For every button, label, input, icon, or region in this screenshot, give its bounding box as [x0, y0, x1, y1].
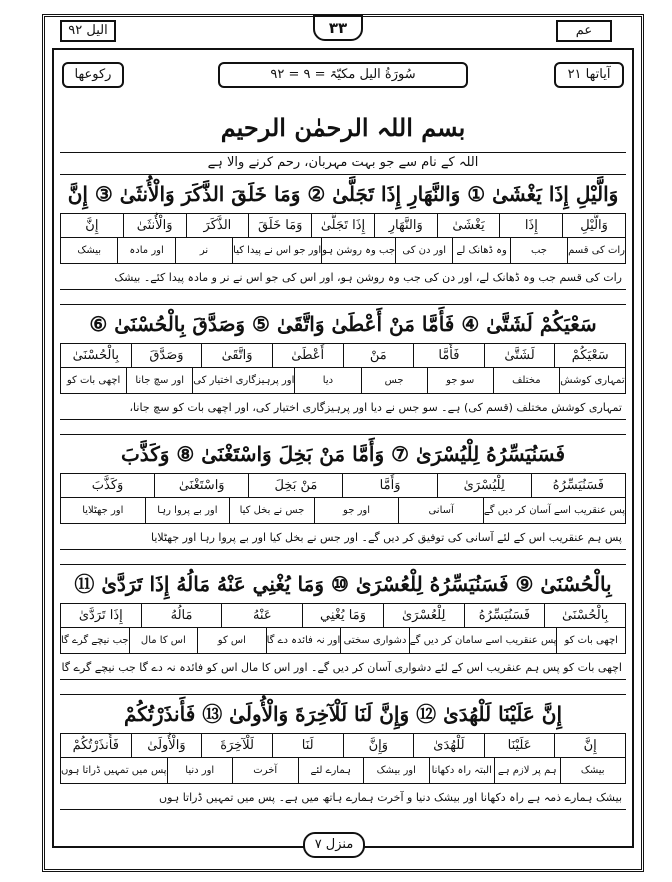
word-cell: إِنَّ — [555, 734, 626, 758]
meaning-row — [60, 628, 626, 654]
word-cell: مَنْ بَخِلَ — [249, 474, 343, 498]
word-cell: سَعْيَكُمْ — [555, 344, 626, 368]
word-cell: لِلْيُسْرَىٰ — [438, 474, 532, 498]
meaning-cell: دشواری سختی — [341, 628, 410, 654]
meaning-cell: اس کو — [198, 628, 267, 654]
juz-name-tab: عم — [556, 20, 612, 42]
word-cell: وَإِنَّ — [344, 734, 415, 758]
meaning-cell: اچھی بات کو — [557, 628, 626, 654]
meaning-cell: پس عنقریب اسے آسان کر دیں گے — [484, 498, 626, 524]
word-cell: إِذَا تَرَدَّىٰ — [60, 604, 142, 628]
word-cell: وَاتَّقَىٰ — [202, 344, 273, 368]
word-row — [60, 604, 626, 628]
verse-translation: تمہاری کوشش مختلف (قسم کی) ہے۔ سو جس نے دیا اور پرہیزگاری اختیار کی، اور اچھی بات کو سچ جانا، — [60, 396, 626, 420]
meaning-cell: اچھی بات کو — [60, 368, 127, 394]
surah-name-tab: الیل ۹۲ — [60, 20, 116, 42]
meaning-cell: اور نہ فائدہ دے گا — [267, 628, 342, 654]
meaning-cell: اور جو اس نے پیدا کیا — [233, 238, 322, 264]
bismillah-translation: اللہ کے نام سے جو بہت مہربان، رحم کرنے والا ہے — [60, 152, 626, 173]
verse-translation: اچھی بات کو پس ہم عنقریب اس کے لئے دشواری آسان کر دیں گے۔ اور اس کا مال اس کو فائدہ نہ دے گا جب نیچے گرے گا — [60, 656, 626, 680]
ayah-line: وَالَّيْلِ إِذَا يَغْشَىٰ ① وَالنَّهَارِ إِذَا تَجَلَّىٰ ② وَمَا خَلَقَ الذَّكَرَ وَالْأُنثَىٰ ③ إِنَّ — [60, 174, 626, 214]
meaning-cell: جب نیچے گرے گا — [60, 628, 130, 654]
meaning-cell: پس عنقریب اسے سامان کر دیں گے — [410, 628, 558, 654]
word-row — [60, 344, 626, 368]
meaning-cell: ہم پر لازم ہے — [495, 758, 561, 784]
word-cell: وَاسْتَغْنَىٰ — [155, 474, 249, 498]
word-cell: لَشَتَّىٰ — [485, 344, 556, 368]
word-row — [60, 214, 626, 238]
meaning-cell: البتہ راہ دکھانا — [430, 758, 496, 784]
surah-title-row — [58, 58, 628, 92]
meaning-cell: اور بے پروا رہا — [146, 498, 231, 524]
meaning-row — [60, 238, 626, 264]
meaning-cell: دیا — [295, 368, 361, 394]
ayah-line: فَسَنُيَسِّرُهُ لِلْيُسْرَىٰ ⑦ وَأَمَّا مَنْ بَخِلَ وَاسْتَغْنَىٰ ⑧ وَكَذَّبَ — [60, 434, 626, 474]
meaning-cell: اور بیشک — [364, 758, 430, 784]
word-cell: مَالُهُ — [142, 604, 223, 628]
surah-title: ۹۲ = سُورَةُ الیل مکیّۃ = ۹ — [218, 62, 468, 88]
manzil-label: منزل ۷ — [303, 832, 365, 858]
bismillah: بسم اللہ الرحمٰن الرحیم — [220, 113, 466, 142]
word-cell: وَالَّيْلِ — [563, 214, 626, 238]
word-cell: وَصَدَّقَ — [132, 344, 203, 368]
ayah-line: بِالْحُسْنَىٰ ⑨ فَسَنُيَسِّرُهُ لِلْعُسْرَىٰ ⑩ وَمَا يُغْنِي عَنْهُ مَالُهُ إِذَا تَرَدَّىٰ ⑪ — [60, 564, 626, 604]
word-cell: يَغْشَىٰ — [438, 214, 501, 238]
meaning-cell: اور جو — [315, 498, 400, 524]
meaning-cell: نر — [176, 238, 233, 264]
word-cell: فَسَنُيَسِّرُهُ — [465, 604, 546, 628]
ruku-count-label: رکوعھا — [62, 62, 124, 88]
word-cell: لَلْآخِرَةَ — [202, 734, 273, 758]
meaning-cell: جب وہ روشن ہو — [322, 238, 396, 264]
meaning-cell: ہمارے لئے — [299, 758, 365, 784]
meaning-cell: اس کا مال — [130, 628, 199, 654]
verse-translation: بیشک ہمارے ذمہ ہے راہ دکھانا اور بیشک دنیا و آخرت ہمارے ہاتھ میں ہے۔ پس میں تمہیں ڈراتا ہوں — [60, 786, 626, 810]
word-cell: لَلْهُدَىٰ — [414, 734, 485, 758]
meaning-cell: تمہاری کوشش — [560, 368, 626, 394]
meaning-row — [60, 498, 626, 524]
word-cell: فَأَنذَرْتُكُمْ — [60, 734, 132, 758]
ayah-line: إِنَّ عَلَيْنَا لَلْهُدَىٰ ⑫ وَإِنَّ لَنَا لَلْآخِرَةَ وَالْأُولَىٰ ⑬ فَأَنذَرْتُكُمْ — [60, 694, 626, 734]
word-cell: وَمَا يُغْنِي — [303, 604, 384, 628]
word-cell: عَنْهُ — [222, 604, 303, 628]
meaning-cell: اور پرہیزگاری اختیار کی — [193, 368, 295, 394]
meaning-cell: اور سچ جانا — [127, 368, 193, 394]
word-cell: إِذَا — [500, 214, 563, 238]
word-row — [60, 734, 626, 758]
word-cell: لَنَا — [273, 734, 344, 758]
meaning-cell: اور دنیا — [168, 758, 234, 784]
verse-translation: رات کی قسم جب وہ ڈھانک لے، اور دن کی جب وہ روشن ہو، اور اس کی جو اس نے نر و مادہ پیدا کئے۔ بیشک — [60, 266, 626, 290]
ayah-line: سَعْيَكُمْ لَشَتَّىٰ ④ فَأَمَّا مَنْ أَعْطَىٰ وَاتَّقَىٰ ⑤ وَصَدَّقَ بِالْحُسْنَىٰ ⑥ — [60, 304, 626, 344]
meaning-row — [60, 368, 626, 394]
verse-translation: پس ہم عنقریب اس کے لئے آسانی کی توفیق کر دیں گے۔ اور جس نے بخل کیا اور بے پروا رہا اور جھٹلایا — [60, 526, 626, 550]
meaning-row — [60, 758, 626, 784]
page-number: ۳۳ — [313, 15, 363, 41]
word-cell: وَالْأُولَىٰ — [132, 734, 203, 758]
meaning-cell: آخرت — [233, 758, 299, 784]
word-row — [60, 474, 626, 498]
word-cell: عَلَيْنَا — [485, 734, 556, 758]
meaning-cell: وہ ڈھانک لے — [453, 238, 510, 264]
meaning-cell: آسانی — [399, 498, 484, 524]
word-cell: بِالْحُسْنَىٰ — [545, 604, 626, 628]
word-cell: بِالْحُسْنَىٰ — [60, 344, 132, 368]
word-cell: وَكَذَّبَ — [60, 474, 155, 498]
meaning-cell: جس نے بخل کیا — [230, 498, 315, 524]
meaning-cell: جس — [362, 368, 428, 394]
word-cell: وَالْأُنثَىٰ — [124, 214, 187, 238]
meaning-cell: اور جھٹلایا — [60, 498, 146, 524]
word-cell: الذَّكَرَ — [187, 214, 250, 238]
meaning-cell: پس میں تمہیں ڈراتا ہوں — [60, 758, 168, 784]
meaning-cell: اور مادہ — [118, 238, 175, 264]
word-cell: فَسَنُيَسِّرُهُ — [532, 474, 626, 498]
word-cell: وَأَمَّا — [343, 474, 437, 498]
word-cell: إِنَّ — [60, 214, 124, 238]
meaning-cell: اور دن کی — [396, 238, 453, 264]
meaning-cell: سو جو — [428, 368, 494, 394]
word-cell: مَنْ — [344, 344, 415, 368]
word-cell: إِذَا تَجَلَّىٰ — [312, 214, 375, 238]
ayat-count-label: آیاتھا ۲۱ — [554, 62, 624, 88]
meaning-cell: بیشک — [60, 238, 118, 264]
word-cell: فَأَمَّا — [414, 344, 485, 368]
meaning-cell: بیشک — [561, 758, 627, 784]
word-cell: وَالنَّهَارِ — [375, 214, 438, 238]
word-cell: لِلْعُسْرَىٰ — [384, 604, 465, 628]
meaning-cell: رات کی قسم — [568, 238, 626, 264]
meaning-cell: مختلف — [494, 368, 560, 394]
word-cell: أَعْطَىٰ — [273, 344, 344, 368]
word-cell: وَمَا خَلَقَ — [249, 214, 312, 238]
meaning-cell: جب — [511, 238, 568, 264]
